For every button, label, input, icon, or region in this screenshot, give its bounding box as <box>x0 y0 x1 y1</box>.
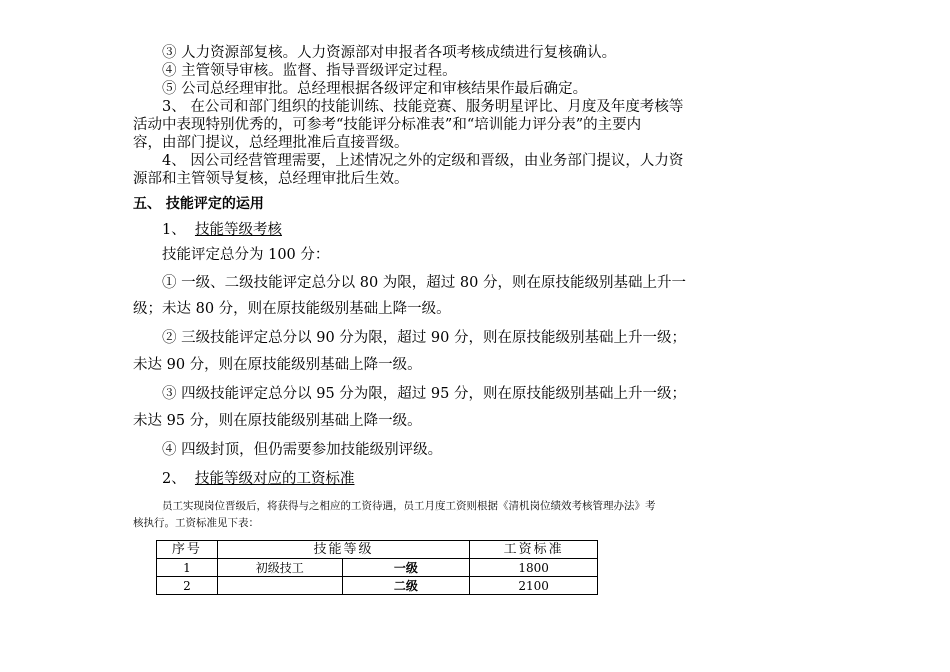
rule-line: 级；未达 80 分，则在原技能级别基础上降一级。 <box>133 301 451 317</box>
paragraph-line: 源部和主管领导复核，总经理审批后生效。 <box>133 171 409 187</box>
paragraph-line: 3、 在公司和部门组织的技能训练、技能竞赛、服务明星评比、月度及年度考核等 <box>162 99 684 115</box>
table-cell: 一级 <box>342 559 470 577</box>
table-cell: 初级技工 <box>217 559 342 577</box>
section-heading: 五、 技能评定的运用 <box>133 196 264 212</box>
header-cell: 序号 <box>157 541 218 559</box>
paragraph-line: ⑤ 公司总经理审批。总经理根据各级评定和审核结果作最后确定。 <box>162 81 588 97</box>
subheading-title: 技能等级考核 <box>194 222 282 238</box>
paragraph-line: ③ 人力资源部复核。人力资源部对申报者各项考核成绩进行复核确认。 <box>162 45 617 61</box>
table-cell: 1 <box>157 559 218 577</box>
wage-standard-table <box>156 540 598 595</box>
table-cell <box>217 577 342 595</box>
table-cell: 2100 <box>470 577 598 595</box>
table-cell: 二级 <box>342 577 470 595</box>
rule-line: ④ 四级封顶，但仍需要参加技能级别评级。 <box>162 442 443 458</box>
table-cell: 2 <box>157 577 218 595</box>
table-row <box>157 559 598 577</box>
paragraph-line: ④ 主管领导审核。监督、指导晋级评定过程。 <box>162 63 457 79</box>
table-row <box>157 577 598 595</box>
paragraph-line: 容，由部门提议，总经理批准后直接晋级。 <box>133 135 409 151</box>
paragraph-line: 活动中表现特别优秀的，可参考“技能评分标准表”和“培训能力评分表”的主要内 <box>133 117 642 133</box>
rule-line: ③ 四级技能评定总分以 95 分为限，超过 95 分，则在原技能级别基础上升一级； <box>162 386 686 402</box>
header-cell: 技能等级 <box>217 541 469 559</box>
note-line: 员工实现岗位晋级后，将获得与之相应的工资待遇，员工月度工资则根据《清机岗位绩效考核管理办法》考 <box>162 500 656 512</box>
table-cell: 1800 <box>470 559 598 577</box>
subheading-title: 技能等级对应的工资标准 <box>194 471 355 487</box>
subheading-1 <box>162 221 282 239</box>
note-line: 核执行。工资标准见下表： <box>133 517 259 529</box>
rule-line: ② 三级技能评定总分以 90 分为限，超过 90 分，则在原技能级别基础上升一级； <box>162 330 686 346</box>
paragraph-line: 4、 因公司经营管理需要，上述情况之外的定级和晋级，由业务部门提议，人力资 <box>162 153 684 169</box>
subheading-number: 1、 <box>162 222 186 238</box>
header-cell: 工资标准 <box>470 541 598 559</box>
rule-line: ① 一级、二级技能评定总分以 80 为限，超过 80 分，则在原技能级别基础上升一 <box>162 275 686 291</box>
subheading-2 <box>162 470 354 488</box>
total-score-line: 技能评定总分为 100 分： <box>162 247 330 263</box>
table-header-row <box>157 541 598 559</box>
rule-line: 未达 90 分，则在原技能级别基础上降一级。 <box>133 357 422 373</box>
rule-line: 未达 95 分，则在原技能级别基础上降一级。 <box>133 413 422 429</box>
subheading-number: 2、 <box>162 471 186 487</box>
